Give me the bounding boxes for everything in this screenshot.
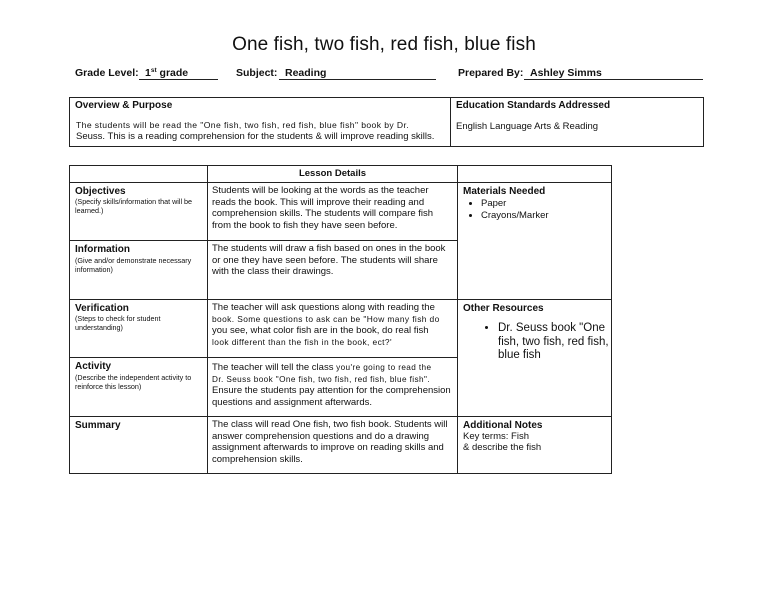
prepared-by-value: Ashley Simms xyxy=(524,67,703,80)
materials-list xyxy=(463,198,549,222)
information-title: Information xyxy=(75,244,130,255)
standards-header: Education Standards Addressed xyxy=(456,100,611,111)
summary-detail: The class will read One fish, two fish book. Students will answer comprehension questions and do a drawing assignment afterwards to improve on reading skills and comprehension skills. xyxy=(212,419,448,465)
verification-detail-a: The teacher will ask questions along with reading the xyxy=(212,302,435,313)
activity-detail-d: Ensure the students pay attention for the comprehension questions and assignment afterwards. xyxy=(212,385,451,408)
overview-text-line1: The students will be read the "One fish, two fish, red fish, blue fish" book by Dr. xyxy=(76,120,410,130)
information-detail: The students will draw a fish based on ones in the book or one they have seen before. The students will share with the class their drawings. xyxy=(212,243,446,277)
grade-value-number: 1 xyxy=(145,67,151,79)
objectives-detail: Students will be looking at the words as the teacher reads the book. This will improve their reading and comprehension skills. The students will compare fish from the book to fish they have seen before. xyxy=(212,185,434,231)
activity-detail-c: Dr. Seuss book "One fish, two fish, red fish, blue fish". xyxy=(212,374,430,384)
overview-text-line2: Seuss. This is a reading comprehension for the students & will improve reading skills. xyxy=(76,131,435,142)
lesson-row-line-2 xyxy=(69,299,612,300)
materials-header: Materials Needed xyxy=(463,186,546,197)
lesson-col-line-2 xyxy=(457,165,458,474)
lesson-col-line-1 xyxy=(207,165,208,474)
lesson-row-line-3 xyxy=(69,357,458,358)
grade-value-rest: grade xyxy=(156,67,189,79)
objectives-subtitle: (Specify skills/information that will be learned.) xyxy=(75,197,193,215)
verification-title: Verification xyxy=(75,303,129,314)
summary-title: Summary xyxy=(75,420,121,431)
information-subtitle: (Give and/or demonstrate necessary information) xyxy=(75,256,192,274)
resources-list xyxy=(480,322,626,363)
overview-divider xyxy=(450,97,451,147)
standards-text: English Language Arts & Reading xyxy=(456,121,599,132)
activity-detail xyxy=(212,360,455,408)
verification-detail xyxy=(212,302,456,348)
subject-label: Subject: xyxy=(236,67,278,79)
notes-line-2: & describe the fish xyxy=(463,442,542,453)
resources-header: Other Resources xyxy=(463,303,544,314)
grade-level-label: Grade Level: xyxy=(75,67,139,79)
lesson-row-line-1 xyxy=(69,240,458,241)
materials-item: • Crayons/Marker xyxy=(481,210,549,222)
subject-value: Reading xyxy=(279,67,436,80)
verification-subtitle: (Steps to check for student understanding) xyxy=(75,314,161,332)
lesson-header-line xyxy=(69,182,612,183)
notes-line-1: Key terms: Fish xyxy=(463,431,529,442)
activity-title: Activity xyxy=(75,361,112,372)
activity-subtitle: (Describe the independent activity to reinforce this lesson) xyxy=(75,373,192,391)
resources-item: • Dr. Seuss book "One fish, two fish, red fish, blue fish xyxy=(498,322,626,363)
lesson-details-header: Lesson Details xyxy=(298,168,367,179)
overview-text xyxy=(76,120,448,142)
notes-header: Additional Notes xyxy=(463,420,543,431)
page-title: One fish, two fish, red fish, blue fish xyxy=(232,34,536,55)
verification-detail-d: look different than the fish in the book, ect?' xyxy=(212,336,392,347)
activity-detail-a: The teacher will tell the class xyxy=(212,362,337,373)
materials-item: • Paper xyxy=(481,198,549,210)
grade-level-value xyxy=(139,67,218,80)
activity-detail-b: you're going to read the xyxy=(336,363,432,372)
prepared-by-label: Prepared By: xyxy=(458,67,524,79)
grade-value-suffix: st xyxy=(150,67,157,74)
objectives-title: Objectives xyxy=(75,186,126,197)
verification-detail-b: book. Some questions to ask can be "How many fish do xyxy=(212,313,440,324)
lesson-row-line-4 xyxy=(69,416,612,417)
verification-detail-c: you see, what color fish are in the book, do real fish xyxy=(212,325,429,336)
overview-header: Overview & Purpose xyxy=(75,100,173,111)
